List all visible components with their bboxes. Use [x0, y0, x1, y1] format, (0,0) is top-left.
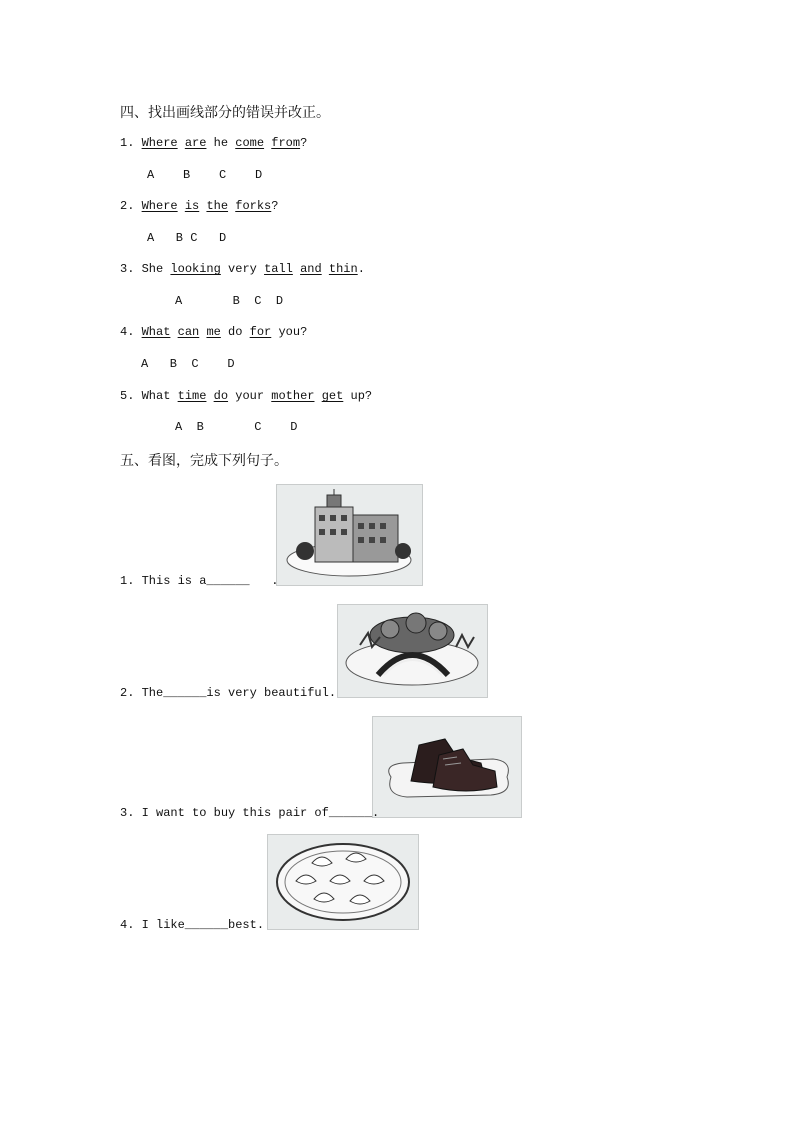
answer-letters: A B C D [175, 294, 284, 308]
question-2 [120, 199, 278, 213]
underlined-word: is [184, 199, 200, 213]
plain-text: What [141, 389, 178, 403]
plain-text: . [357, 262, 365, 276]
question-number: 3. [120, 262, 142, 276]
question-number: 4. [120, 325, 142, 339]
plain-text: he [206, 136, 236, 150]
section-four-heading: 四、找出画线部分的错误并改正。 [120, 105, 330, 121]
plain-text: up? [343, 389, 373, 403]
answer-letters: A B C D [147, 231, 227, 245]
question-number: 2. [120, 199, 142, 213]
question-3 [120, 262, 365, 276]
picture-sentence-3: 3. I want to buy this pair of______. [120, 806, 380, 820]
underlined-word: What [141, 325, 171, 339]
plain-text [178, 199, 185, 213]
underlined-word: from [271, 136, 301, 150]
question-4 [120, 325, 307, 339]
underlined-word: come [235, 136, 265, 150]
question-number: 5. [120, 389, 142, 403]
section-five-heading: 五、看图，完成下列句子。 [120, 453, 288, 469]
plain-text: your [228, 389, 272, 403]
shoes-picture [372, 716, 522, 818]
underlined-word: Where [141, 199, 178, 213]
dumplings-picture [267, 834, 419, 930]
underlined-word: tall [264, 262, 293, 276]
plain-text [314, 389, 321, 403]
underlined-word: me [206, 325, 221, 339]
underlined-word: thin [328, 262, 358, 276]
plain-text: very [220, 262, 265, 276]
plain-text [178, 136, 185, 150]
underlined-word: and [300, 262, 322, 276]
question-number: 1. [120, 136, 142, 150]
picture-sentence-2: 2. The______is very beautiful. [120, 686, 337, 700]
underlined-word: mother [271, 389, 315, 403]
underlined-word: looking [170, 262, 221, 276]
answer-letters: A B C D [141, 357, 235, 371]
underlined-word: the [206, 199, 229, 213]
plain-text: She [141, 262, 171, 276]
underlined-word: can [177, 325, 200, 339]
plain-text [206, 389, 213, 403]
plain-text [170, 325, 177, 339]
underlined-word: forks [235, 199, 272, 213]
plain-text [322, 262, 329, 276]
answer-letters: A B C D [175, 420, 298, 434]
underlined-word: are [184, 136, 207, 150]
plain-text: do [220, 325, 250, 339]
underlined-word: Where [141, 136, 178, 150]
picture-sentence-1: 1. This is a______ . [120, 574, 279, 588]
underlined-word: time [177, 389, 207, 403]
plain-text: you? [271, 325, 308, 339]
question-5 [120, 389, 372, 403]
picture-sentence-4: 4. I like______best. [120, 918, 265, 932]
park-picture [337, 604, 488, 698]
plain-text: ? [271, 199, 279, 213]
answer-letters: A B C D [147, 168, 263, 182]
plain-text: ? [300, 136, 308, 150]
underlined-word: get [321, 389, 344, 403]
plain-text [293, 262, 300, 276]
school-building-picture [276, 484, 423, 586]
underlined-word: for [249, 325, 272, 339]
underlined-word: do [213, 389, 229, 403]
question-1 [120, 136, 307, 150]
